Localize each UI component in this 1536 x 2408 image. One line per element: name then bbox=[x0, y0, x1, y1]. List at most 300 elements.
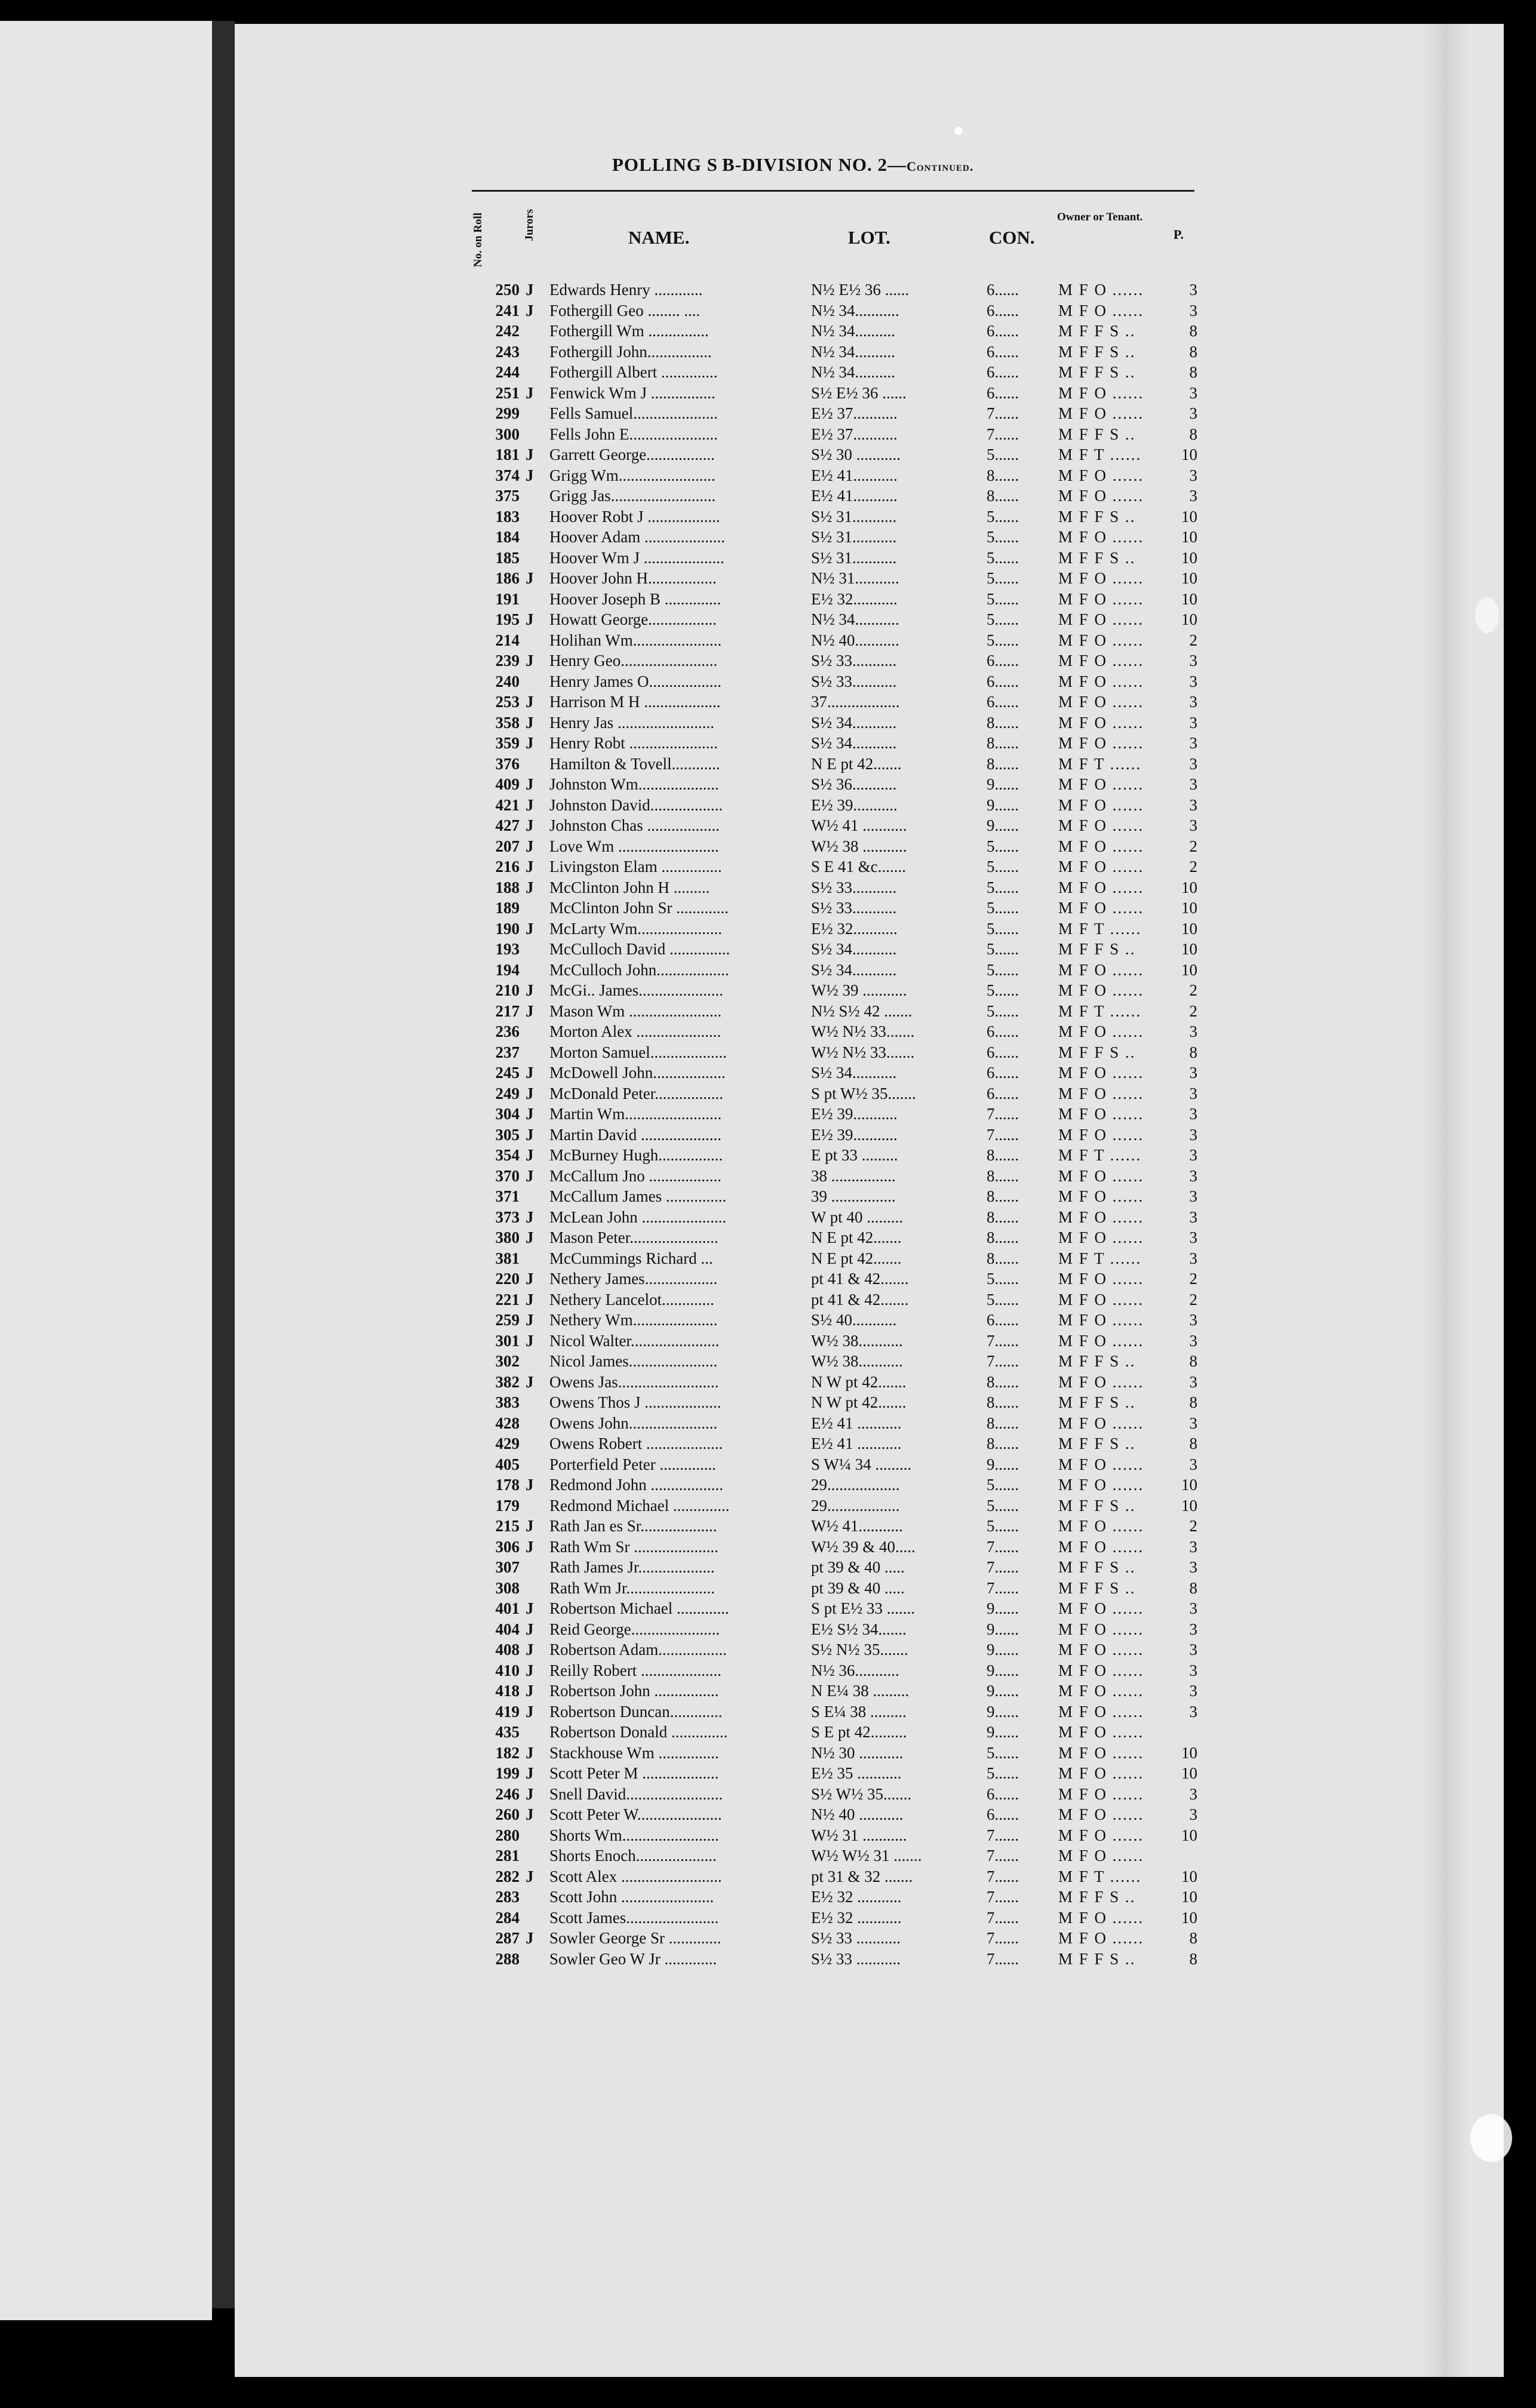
lot-cell: E½ 39........... bbox=[811, 1125, 898, 1144]
owner-tenant-cell: M F O ...... bbox=[1058, 466, 1144, 484]
name-cell: Love Wm ......................... bbox=[549, 837, 719, 855]
last-column-cell: 3 bbox=[1189, 1249, 1197, 1267]
roll-number-cell: 419 bbox=[495, 1702, 520, 1721]
owner-tenant-cell: M F O ...... bbox=[1058, 1270, 1144, 1288]
lot-cell: E½ 39........... bbox=[811, 796, 898, 814]
juror-mark-cell: J bbox=[526, 919, 534, 938]
owner-tenant-cell: M F O ...... bbox=[1058, 899, 1144, 917]
owner-tenant-cell: M F T ...... bbox=[1058, 1249, 1142, 1267]
concession-cell: 6...... bbox=[987, 1084, 1019, 1102]
concession-cell: 5...... bbox=[987, 1290, 1019, 1309]
name-cell: McLarty Wm..................... bbox=[549, 919, 722, 938]
roll-number-cell: 280 bbox=[495, 1826, 520, 1844]
lot-cell: pt 39 & 40 ..... bbox=[811, 1578, 905, 1597]
lot-cell: 29.................. bbox=[811, 1476, 900, 1494]
last-column-cell: 3 bbox=[1189, 281, 1197, 299]
last-column-cell: 3 bbox=[1189, 1682, 1197, 1700]
concession-cell: 5...... bbox=[987, 981, 1019, 999]
name-cell: Robertson Michael ............. bbox=[549, 1599, 729, 1617]
juror-mark-cell: J bbox=[526, 1702, 534, 1721]
last-column-cell: 10 bbox=[1181, 1888, 1197, 1906]
name-cell: Rath James Jr................... bbox=[549, 1558, 715, 1576]
juror-mark-cell: J bbox=[526, 1867, 534, 1885]
juror-mark-cell: J bbox=[526, 383, 534, 402]
table-row bbox=[0, 836, 1536, 857]
concession-cell: 8...... bbox=[987, 1166, 1019, 1185]
owner-tenant-cell: M F O ...... bbox=[1058, 1166, 1144, 1185]
table-row bbox=[0, 1845, 1536, 1866]
concession-cell: 8...... bbox=[987, 1435, 1019, 1452]
table-row bbox=[0, 774, 1536, 795]
juror-mark-cell: J bbox=[526, 1764, 534, 1782]
concession-cell: 5...... bbox=[987, 548, 1019, 567]
juror-mark-cell: J bbox=[526, 1682, 534, 1700]
lot-cell: N E pt 42....... bbox=[811, 1249, 902, 1267]
last-column-cell: 3 bbox=[1189, 1084, 1197, 1102]
concession-cell: 7...... bbox=[987, 1949, 1019, 1968]
last-column-cell: 8 bbox=[1189, 1435, 1197, 1452]
roll-number-cell: 302 bbox=[495, 1352, 520, 1370]
concession-cell: 8...... bbox=[987, 1146, 1019, 1164]
table-row bbox=[0, 1104, 1536, 1125]
name-cell: Robertson Adam................. bbox=[549, 1641, 727, 1658]
concession-cell: 7...... bbox=[987, 1826, 1019, 1844]
table-row bbox=[0, 1331, 1536, 1352]
owner-tenant-cell: M F O ...... bbox=[1058, 1723, 1144, 1741]
juror-mark-cell: J bbox=[526, 281, 534, 299]
juror-mark-cell: J bbox=[526, 796, 534, 814]
roll-number-cell: 283 bbox=[495, 1888, 520, 1906]
table-row bbox=[0, 1186, 1536, 1207]
name-cell: Hoover Wm J .................... bbox=[549, 548, 724, 567]
table-row bbox=[0, 506, 1536, 527]
last-column-cell: 2 bbox=[1189, 631, 1197, 649]
owner-tenant-cell: M F O ...... bbox=[1058, 1661, 1144, 1679]
roll-number-cell: 249 bbox=[495, 1084, 520, 1102]
table-row bbox=[0, 919, 1536, 939]
lot-cell: E½ 41 ........... bbox=[811, 1414, 902, 1432]
lot-cell: W½ 41 ........... bbox=[811, 816, 907, 834]
owner-tenant-cell: M F O ...... bbox=[1058, 796, 1144, 814]
lot-cell: pt 31 & 32 ....... bbox=[811, 1867, 913, 1885]
roll-number-cell: 186 bbox=[495, 569, 520, 587]
last-column-cell: 3 bbox=[1189, 383, 1197, 402]
owner-tenant-cell: M F O ...... bbox=[1058, 858, 1144, 876]
juror-mark-cell: J bbox=[526, 301, 534, 320]
name-cell: Livingston Elam ............... bbox=[549, 858, 722, 876]
concession-cell: 8...... bbox=[987, 734, 1019, 752]
table-row bbox=[0, 1537, 1536, 1558]
juror-mark-cell: J bbox=[526, 652, 534, 669]
name-cell: McCummings Richard ... bbox=[549, 1249, 713, 1267]
owner-tenant-cell: M F F S .. bbox=[1058, 1888, 1136, 1906]
lot-cell: 38 ................ bbox=[811, 1166, 896, 1185]
concession-cell: 8...... bbox=[987, 466, 1019, 484]
roll-number-cell: 287 bbox=[495, 1929, 520, 1947]
juror-mark-cell: J bbox=[526, 446, 534, 463]
concession-cell: 5...... bbox=[987, 1764, 1019, 1782]
voter-list-table bbox=[0, 280, 1536, 1969]
name-cell: Rath Wm Jr...................... bbox=[549, 1578, 715, 1597]
table-row bbox=[0, 754, 1536, 775]
juror-mark-cell: J bbox=[526, 610, 534, 628]
name-cell: Shorts Wm........................ bbox=[549, 1826, 719, 1844]
table-row bbox=[0, 1619, 1536, 1640]
name-cell: Howatt George................. bbox=[549, 610, 717, 628]
roll-number-cell: 251 bbox=[495, 383, 520, 402]
name-cell: Scott John ....................... bbox=[549, 1888, 714, 1906]
table-row bbox=[0, 1083, 1536, 1104]
table-row bbox=[0, 1887, 1536, 1908]
table-row bbox=[0, 1743, 1536, 1764]
name-cell: Johnston Chas .................. bbox=[549, 816, 720, 834]
last-column-cell: 10 bbox=[1181, 1908, 1197, 1927]
table-row bbox=[0, 1578, 1536, 1599]
concession-cell: 8...... bbox=[987, 1372, 1019, 1391]
owner-tenant-cell: M F O ...... bbox=[1058, 301, 1144, 320]
last-column-cell: 3 bbox=[1189, 1208, 1197, 1226]
lot-cell: N W pt 42....... bbox=[811, 1393, 907, 1411]
name-cell: McCallum Jno .................. bbox=[549, 1166, 721, 1185]
name-cell: Reid George...................... bbox=[549, 1620, 720, 1638]
roll-number-cell: 241 bbox=[495, 301, 520, 320]
concession-cell: 5...... bbox=[987, 919, 1019, 938]
concession-cell: 6...... bbox=[987, 1805, 1019, 1823]
name-cell: Scott Peter M ................... bbox=[549, 1764, 719, 1782]
last-column-cell: 2 bbox=[1189, 1002, 1197, 1020]
roll-number-cell: 207 bbox=[495, 837, 520, 855]
name-cell: Scott Alex ......................... bbox=[549, 1867, 722, 1885]
last-column-cell: 3 bbox=[1189, 652, 1197, 669]
concession-cell: 7...... bbox=[987, 1105, 1019, 1123]
owner-tenant-cell: M F O ...... bbox=[1058, 1228, 1144, 1246]
name-cell: Garrett George................. bbox=[549, 446, 715, 463]
table-row bbox=[0, 650, 1536, 671]
owner-tenant-cell: M F O ...... bbox=[1058, 1641, 1144, 1658]
table-row bbox=[0, 403, 1536, 424]
name-cell: Nethery James.................. bbox=[549, 1270, 718, 1288]
owner-tenant-cell: M F O ...... bbox=[1058, 1826, 1144, 1844]
concession-cell: 5...... bbox=[987, 589, 1019, 608]
last-column-cell: 2 bbox=[1189, 837, 1197, 855]
last-column-cell: 3 bbox=[1189, 1558, 1197, 1576]
concession-cell: 6...... bbox=[987, 693, 1019, 711]
lot-cell: S½ 36........... bbox=[811, 775, 897, 793]
concession-cell: 8...... bbox=[987, 754, 1019, 773]
last-column-cell: 8 bbox=[1189, 322, 1197, 340]
name-cell: Nicol Walter...................... bbox=[549, 1331, 720, 1350]
last-column-cell: 3 bbox=[1189, 1064, 1197, 1082]
lot-cell: S½ 33 ........... bbox=[811, 1949, 901, 1968]
table-row bbox=[0, 383, 1536, 404]
name-cell: Morton Alex ..................... bbox=[549, 1022, 721, 1040]
name-cell: McBurney Hugh................ bbox=[549, 1146, 723, 1164]
roll-number-cell: 282 bbox=[495, 1867, 520, 1885]
juror-mark-cell: J bbox=[526, 1784, 534, 1803]
lot-cell: S½ W½ 35....... bbox=[811, 1784, 912, 1803]
last-column-cell: 3 bbox=[1189, 1537, 1197, 1556]
owner-tenant-cell: M F O ...... bbox=[1058, 1476, 1144, 1494]
table-row bbox=[0, 527, 1536, 548]
owner-tenant-cell: M F F S .. bbox=[1058, 1352, 1136, 1370]
concession-cell: 9...... bbox=[987, 1723, 1019, 1741]
juror-mark-cell: J bbox=[526, 1228, 534, 1246]
last-column-cell: 8 bbox=[1189, 363, 1197, 381]
table-row bbox=[0, 960, 1536, 981]
concession-cell: 5...... bbox=[987, 1476, 1019, 1494]
owner-tenant-cell: M F O ...... bbox=[1058, 837, 1144, 855]
owner-tenant-cell: M F O ...... bbox=[1058, 1331, 1144, 1350]
owner-tenant-cell: M F F S .. bbox=[1058, 1578, 1136, 1597]
last-column-cell: 10 bbox=[1181, 940, 1197, 958]
owner-tenant-cell: M F O ...... bbox=[1058, 1311, 1144, 1329]
last-column-cell: 3 bbox=[1189, 693, 1197, 711]
last-column-cell: 2 bbox=[1189, 981, 1197, 999]
juror-mark-cell: J bbox=[526, 713, 534, 732]
owner-tenant-cell: M F T ...... bbox=[1058, 1002, 1142, 1020]
table-row bbox=[0, 1310, 1536, 1331]
table-row bbox=[0, 568, 1536, 589]
table-row bbox=[0, 465, 1536, 486]
name-cell: McClinton John Sr ............. bbox=[549, 899, 729, 917]
lot-cell: N½ 34.......... bbox=[811, 342, 895, 361]
owner-tenant-cell: M F O ...... bbox=[1058, 734, 1144, 752]
juror-mark-cell: J bbox=[526, 1208, 534, 1226]
concession-cell: 6...... bbox=[987, 342, 1019, 361]
table-row bbox=[0, 815, 1536, 836]
last-column-cell: 3 bbox=[1189, 301, 1197, 320]
name-cell: Nethery Lancelot............. bbox=[549, 1290, 714, 1309]
juror-mark-cell: J bbox=[526, 1620, 534, 1638]
table-row bbox=[0, 877, 1536, 898]
lot-cell: S½ 31........... bbox=[811, 548, 897, 567]
paper-stain bbox=[1470, 2114, 1512, 2162]
roll-number-cell: 308 bbox=[495, 1578, 520, 1597]
juror-mark-cell: J bbox=[526, 837, 534, 855]
owner-tenant-cell: M F F S .. bbox=[1058, 1435, 1136, 1452]
lot-cell: S½ 34........... bbox=[811, 1064, 897, 1082]
roll-number-cell: 236 bbox=[495, 1022, 520, 1040]
juror-mark-cell: J bbox=[526, 1743, 534, 1762]
owner-tenant-cell: M F O ...... bbox=[1058, 652, 1144, 669]
last-column-cell: 3 bbox=[1189, 1311, 1197, 1329]
owner-tenant-cell: M F O ...... bbox=[1058, 1784, 1144, 1803]
roll-number-cell: 183 bbox=[495, 507, 520, 526]
lot-cell: E pt 33 ......... bbox=[811, 1146, 898, 1164]
table-row bbox=[0, 1351, 1536, 1372]
table-row bbox=[0, 1227, 1536, 1248]
name-cell: Fothergill John................ bbox=[549, 342, 712, 361]
roll-number-cell: 408 bbox=[495, 1641, 520, 1658]
name-cell: Henry Geo........................ bbox=[549, 652, 718, 669]
roll-number-cell: 304 bbox=[495, 1105, 520, 1123]
table-row bbox=[0, 1557, 1536, 1578]
table-row bbox=[0, 1804, 1536, 1825]
lot-cell: W½ 38 ........... bbox=[811, 837, 907, 855]
roll-number-cell: 301 bbox=[495, 1331, 520, 1350]
last-column-cell: 2 bbox=[1189, 1270, 1197, 1288]
table-row bbox=[0, 1166, 1536, 1187]
owner-tenant-cell: M F F S .. bbox=[1058, 1043, 1136, 1061]
table-row bbox=[0, 980, 1536, 1001]
last-column-cell: 10 bbox=[1181, 610, 1197, 628]
column-header-owner: Owner or Tenant. bbox=[1057, 211, 1143, 223]
ink-speck bbox=[954, 127, 963, 135]
last-column-cell: 3 bbox=[1189, 1661, 1197, 1679]
column-header-jurors: Jurors bbox=[523, 209, 536, 241]
lot-cell: E½ 32 ........... bbox=[811, 1888, 902, 1906]
concession-cell: 6...... bbox=[987, 363, 1019, 381]
roll-number-cell: 260 bbox=[495, 1805, 520, 1823]
lot-cell: W½ 38........... bbox=[811, 1331, 903, 1350]
name-cell: Owens John...................... bbox=[549, 1414, 718, 1432]
juror-mark-cell: J bbox=[526, 1661, 534, 1679]
name-cell: Rath Wm Sr ..................... bbox=[549, 1537, 718, 1556]
name-cell: Mason Wm ....................... bbox=[549, 1002, 722, 1020]
concession-cell: 6...... bbox=[987, 1043, 1019, 1061]
lot-cell: S½ E½ 36 ...... bbox=[811, 383, 907, 402]
concession-cell: 7...... bbox=[987, 1558, 1019, 1576]
table-row bbox=[0, 1722, 1536, 1743]
table-row bbox=[0, 1001, 1536, 1022]
lot-cell: E½ 39........... bbox=[811, 1105, 898, 1123]
table-row bbox=[0, 1021, 1536, 1042]
table-row bbox=[0, 342, 1536, 363]
last-column-cell: 3 bbox=[1189, 713, 1197, 732]
name-cell: Mason Peter...................... bbox=[549, 1228, 718, 1246]
last-column-cell: 3 bbox=[1189, 775, 1197, 793]
juror-mark-cell: J bbox=[526, 1166, 534, 1185]
concession-cell: 5...... bbox=[987, 837, 1019, 855]
last-column-cell: 3 bbox=[1189, 1455, 1197, 1473]
table-row bbox=[0, 1125, 1536, 1145]
roll-number-cell: 220 bbox=[495, 1270, 520, 1288]
roll-number-cell: 381 bbox=[495, 1249, 520, 1267]
header-rule bbox=[472, 190, 1194, 192]
roll-number-cell: 281 bbox=[495, 1847, 520, 1865]
roll-number-cell: 404 bbox=[495, 1620, 520, 1638]
table-row bbox=[0, 1372, 1536, 1393]
roll-number-cell: 210 bbox=[495, 981, 520, 999]
roll-number-cell: 194 bbox=[495, 960, 520, 979]
juror-mark-cell: J bbox=[526, 858, 534, 876]
concession-cell: 5...... bbox=[987, 446, 1019, 463]
name-cell: Sowler George Sr ............. bbox=[549, 1929, 721, 1947]
last-column-cell: 2 bbox=[1189, 1290, 1197, 1309]
roll-number-cell: 435 bbox=[495, 1723, 520, 1741]
last-column-cell: 10 bbox=[1181, 1476, 1197, 1494]
last-column-cell: 3 bbox=[1189, 1599, 1197, 1617]
last-column-cell: 10 bbox=[1181, 1496, 1197, 1515]
name-cell: Johnston David.................. bbox=[549, 796, 723, 814]
last-column-cell: 3 bbox=[1189, 1022, 1197, 1040]
name-cell: Henry James O.................. bbox=[549, 672, 721, 690]
roll-number-cell: 288 bbox=[495, 1949, 520, 1968]
owner-tenant-cell: M F O ...... bbox=[1058, 1599, 1144, 1617]
owner-tenant-cell: M F O ...... bbox=[1058, 1908, 1144, 1927]
table-row bbox=[0, 692, 1536, 712]
owner-tenant-cell: M F T ...... bbox=[1058, 919, 1142, 938]
owner-tenant-cell: M F F S .. bbox=[1058, 322, 1136, 340]
last-column-cell: 3 bbox=[1189, 1187, 1197, 1205]
lot-cell: W½ 41........... bbox=[811, 1517, 903, 1535]
name-cell: Hoover Adam .................... bbox=[549, 528, 725, 546]
lot-cell: N½ S½ 42 ....... bbox=[811, 1002, 913, 1020]
table-row bbox=[0, 1495, 1536, 1516]
roll-number-cell: 305 bbox=[495, 1125, 520, 1144]
last-column-cell: 8 bbox=[1189, 1949, 1197, 1968]
juror-mark-cell: J bbox=[526, 1805, 534, 1823]
lot-cell: W½ W½ 31 ....... bbox=[811, 1847, 922, 1865]
concession-cell: 8...... bbox=[987, 1187, 1019, 1205]
page-header-title: POLLING S B-DIVISION NO. 2— bbox=[612, 154, 907, 175]
juror-mark-cell: J bbox=[526, 1002, 534, 1020]
last-column-cell: 10 bbox=[1181, 528, 1197, 546]
lot-cell: E½ 37........... bbox=[811, 404, 898, 422]
table-row bbox=[0, 321, 1536, 342]
table-row bbox=[0, 1516, 1536, 1537]
table-row bbox=[0, 671, 1536, 692]
lot-cell: E½ 32 ........... bbox=[811, 1908, 902, 1927]
roll-number-cell: 405 bbox=[495, 1455, 520, 1473]
roll-number-cell: 375 bbox=[495, 487, 520, 505]
last-column-cell: 10 bbox=[1181, 548, 1197, 567]
lot-cell: N W pt 42....... bbox=[811, 1372, 907, 1391]
concession-cell: 9...... bbox=[987, 1599, 1019, 1617]
concession-cell: 5...... bbox=[987, 1270, 1019, 1288]
concession-cell: 6...... bbox=[987, 383, 1019, 402]
table-row bbox=[0, 795, 1536, 816]
concession-cell: 5...... bbox=[987, 1517, 1019, 1535]
table-row bbox=[0, 856, 1536, 877]
lot-cell: S½ 33........... bbox=[811, 899, 897, 917]
lot-cell: N½ 34.......... bbox=[811, 363, 895, 381]
concession-cell: 5...... bbox=[987, 878, 1019, 896]
concession-cell: 6...... bbox=[987, 322, 1019, 340]
table-row bbox=[0, 1908, 1536, 1928]
lot-cell: S½ 34........... bbox=[811, 734, 897, 752]
lot-cell: E½ 37........... bbox=[811, 425, 898, 443]
lot-cell: N½ 34........... bbox=[811, 610, 899, 628]
owner-tenant-cell: M F O ...... bbox=[1058, 1372, 1144, 1391]
lot-cell: N½ 30 ........... bbox=[811, 1743, 904, 1762]
lot-cell: S½ 33 ........... bbox=[811, 1929, 901, 1947]
table-row bbox=[0, 1268, 1536, 1289]
last-column-cell: 10 bbox=[1181, 1764, 1197, 1782]
roll-number-cell: 191 bbox=[495, 589, 520, 608]
name-cell: McLean John ..................... bbox=[549, 1208, 727, 1226]
table-row bbox=[0, 1289, 1536, 1310]
concession-cell: 9...... bbox=[987, 775, 1019, 793]
name-cell: Martin Wm........................ bbox=[549, 1105, 722, 1123]
last-column-cell: 10 bbox=[1181, 1743, 1197, 1762]
name-cell: Snell David........................ bbox=[549, 1784, 723, 1803]
table-row bbox=[0, 1949, 1536, 1970]
roll-number-cell: 374 bbox=[495, 466, 520, 484]
table-row bbox=[0, 589, 1536, 610]
page-header bbox=[612, 154, 1179, 176]
roll-number-cell: 284 bbox=[495, 1908, 520, 1927]
owner-tenant-cell: M F O ...... bbox=[1058, 1805, 1144, 1823]
owner-tenant-cell: M F O ...... bbox=[1058, 589, 1144, 608]
concession-cell: 6...... bbox=[987, 301, 1019, 320]
roll-number-cell: 193 bbox=[495, 940, 520, 958]
roll-number-cell: 244 bbox=[495, 363, 520, 381]
roll-number-cell: 358 bbox=[495, 713, 520, 732]
juror-mark-cell: J bbox=[526, 1929, 534, 1947]
concession-cell: 5...... bbox=[987, 940, 1019, 958]
lot-cell: S E pt 42......... bbox=[811, 1723, 907, 1741]
